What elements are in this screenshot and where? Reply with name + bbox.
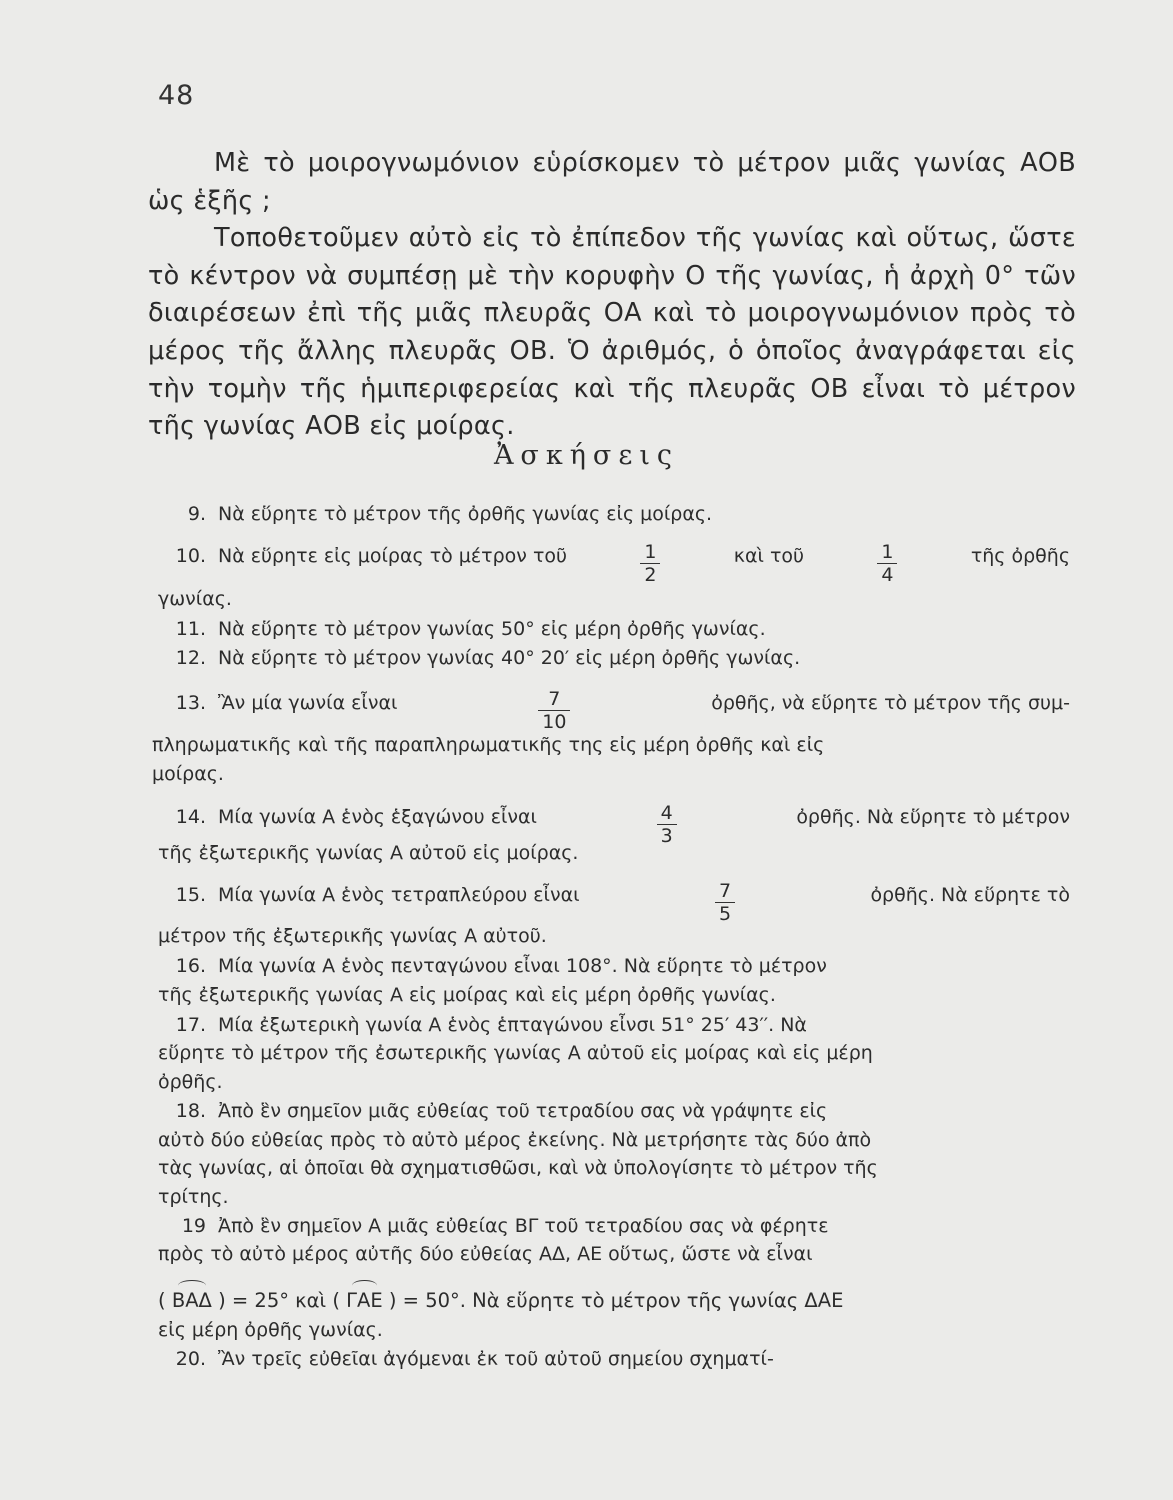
exercise-19-continued-3: εἰς μέρη ὀρθῆς γωνίας. (158, 1319, 383, 1341)
exercise-19-continued: πρὸς τὸ αὐτὸ μέρος αὐτῆς δύο εὐθείας ΑΔ, ΑΕ οὕτως, ὥστε νὰ εἶναι (158, 1243, 813, 1265)
exercise-text: Ἂν τρεῖς εὐθεῖαι ἀγόμεναι ἐκ τοῦ αὐτοῦ σημείου σχηματί- (218, 1348, 774, 1370)
fraction-one-half: $\frac{1}{2}$ (640, 541, 660, 586)
exercise-text: Νὰ εὕρητε τὸ μέτρον γωνίας 40° 20′ εἰς μέρη ὀρθῆς γωνίας. (218, 647, 801, 669)
fraction-seven-fifths: $\frac{7}{5}$ (715, 880, 735, 925)
exercise-19 (160, 1215, 1070, 1237)
exercise-text: Ἀπὸ ἓν σημεῖον μιᾶς εὐθείας τοῦ τετραδίου σας νὰ γράψητε εἰς (218, 1100, 828, 1122)
page-number: 48 (158, 80, 195, 111)
exercise-number: 17. (175, 1014, 206, 1036)
exercise-12 (160, 647, 1070, 669)
exercise-text: τῆς ὀρθῆς (970, 545, 1070, 567)
exercise-15 (160, 880, 1070, 929)
exercise-text: ὀρθῆς. Νὰ εὕρητε τὸ μέτρον (796, 806, 1070, 828)
exercise-text: Νὰ εὕρητε τὸ μέτρον τῆς ὀρθῆς γωνίας εἰς μοίρας. (218, 503, 713, 525)
exercise-text: Μία γωνία Α ἑνὸς ἑξαγώνου εἶναι (218, 806, 537, 828)
exercise-15-continued: μέτρον τῆς ἐξωτερικῆς γωνίας Α αὐτοῦ. (158, 925, 547, 947)
intro-text (148, 145, 1076, 446)
exercise-number: 10. (175, 545, 206, 567)
exercise-9 (160, 503, 1070, 525)
exercise-number: 9. (187, 503, 206, 525)
exercise-text: ὀρθῆς. Νὰ εὕρητε τὸ (870, 884, 1070, 906)
fraction-one-quarter: $\frac{1}{4}$ (877, 541, 897, 586)
intro-paragraph-2: Τοποθετοῦμεν αὐτὸ εἰς τὸ ἐπίπεδον τῆς γωνίας καὶ οὕτως, ὥστε τὸ κέντρον νὰ συμπέσῃ μὲ τὴν κορυφὴν Ο τῆς γωνίας, ἡ ἀρχὴ 0° τῶν διαιρέσεων ἐπὶ τῆς μιᾶς πλευρᾶς ΟΑ καὶ τὸ μοιρογνωμόνιον πρὸς τὸ μέρος τῆς ἄλλης πλευρᾶς ΟΒ. Ὁ ἀριθμός, ὁ ὁποῖος ἀναγράφεται εἰς τὴν τομὴν τῆς ἡμιπεριφερείας καὶ τῆς πλευρᾶς ΟΒ εἶναι τὸ μέτρον τῆς γωνίας ΑΟΒ εἰς μοίρας. (148, 223, 1076, 442)
exercise-18-continued-2: τὰς γωνίας, αἱ ὁποῖαι θὰ σχηματισθῶσι, καὶ νὰ ὑπολογίσητε τὸ μέτρον τῆς (158, 1157, 878, 1179)
exercise-text: Νὰ εὕρητε τὸ μέτρον γωνίας 50° εἰς μέρη ὀρθῆς γωνίας. (218, 618, 766, 640)
exercise-10 (160, 541, 1070, 590)
exercise-text: καὶ τοῦ (733, 545, 805, 567)
section-heading: Ἀσκήσεις (493, 440, 680, 471)
exercise-16 (160, 955, 1070, 977)
exercise-20 (160, 1348, 1070, 1370)
exercise-17-continued-2: ὀρθῆς. (158, 1071, 223, 1093)
exercise-number: 12. (175, 647, 206, 669)
exercise-13-continued: πληρωματικῆς καὶ τῆς παραπληρωματικῆς της εἰς μέρη ὀρθῆς καὶ εἰς (152, 734, 825, 756)
exercise-number: 16. (175, 955, 206, 977)
exercise-text: Ἀπὸ ἓν σημεῖον Α μιᾶς εὐθείας ΒΓ τοῦ τετραδίου σας νὰ φέρητε (218, 1215, 829, 1237)
exercise-number: 18. (175, 1100, 206, 1122)
exercise-14-continued: τῆς ἐξωτερικῆς γωνίας Α αὐτοῦ εἰς μοίρας. (158, 842, 579, 864)
exercise-18-continued-3: τρίτης. (158, 1186, 229, 1208)
exercise-19-angles: ( ΒΑΔ ) = 25° καὶ ( ΓΑΕ ) = 50°. Νὰ εὕρητε τὸ μέτρον τῆς γωνίας ΔΑΕ (158, 1289, 844, 1312)
exercise-number: 13. (175, 692, 206, 714)
exercise-text: ὀρθῆς, νὰ εὕρητε τὸ μέτρον τῆς συμ- (711, 692, 1070, 714)
angle-gae: ΓΑΕ (346, 1289, 383, 1312)
exercise-11 (160, 618, 1070, 640)
exercise-text: Μία γωνία Α ἑνὸς τετραπλεύρου εἶναι (218, 884, 580, 906)
angle-bad: ΒΑΔ (171, 1289, 212, 1312)
exercise-number: 11. (175, 618, 206, 640)
exercise-text: Νὰ εὕρητε εἰς μοίρας τὸ μέτρον τοῦ (218, 545, 567, 567)
exercise-17 (160, 1014, 1070, 1036)
exercise-text: Μία γωνία Α ἑνὸς πενταγώνου εἶναι 108°. Νὰ εὕρητε τὸ μέτρον (218, 955, 827, 977)
exercise-16-continued: τῆς ἐξωτερικῆς γωνίας Α εἰς μοίρας καὶ εἰς μέρη ὀρθῆς γωνίας. (158, 984, 776, 1006)
exercise-number: 20. (175, 1348, 206, 1370)
exercise-number: 15. (175, 884, 206, 906)
fraction-seven-tenths: $\frac{7}{10}$ (538, 688, 570, 733)
exercise-text: Ἂν μία γωνία εἶναι (218, 692, 398, 714)
exercise-17-continued: εὕρητε τὸ μέτρον τῆς ἐσωτερικῆς γωνίας Α αὐτοῦ εἰς μοίρας καὶ εἰς μέρη (158, 1042, 873, 1064)
exercise-18-continued: αὐτὸ δύο εὐθείας πρὸς τὸ αὐτὸ μέρος ἐκείνης. Νὰ μετρήσητε τὰς δύο ἀπὸ (158, 1129, 872, 1151)
exercise-number: 19 (181, 1215, 206, 1237)
exercise-number: 14. (175, 806, 206, 828)
intro-paragraph-1: Μὲ τὸ μοιρογνωμόνιον εὑρίσκομεν τὸ μέτρον μιᾶς γωνίας ΑΟΒ ὡς ἑξῆς ; (148, 148, 1076, 216)
exercise-text: Μία ἐξωτερικὴ γωνία Α ἑνὸς ἑπταγώνου εἶνσι 51° 25′ 43′′. Νὰ (218, 1014, 807, 1036)
exercise-13 (160, 688, 1070, 737)
exercise-13-continued-2: μοίρας. (152, 763, 224, 785)
exercise-18 (160, 1100, 1070, 1122)
exercise-10-continued: γωνίας. (158, 588, 232, 610)
fraction-four-thirds: $\frac{4}{3}$ (657, 802, 677, 847)
